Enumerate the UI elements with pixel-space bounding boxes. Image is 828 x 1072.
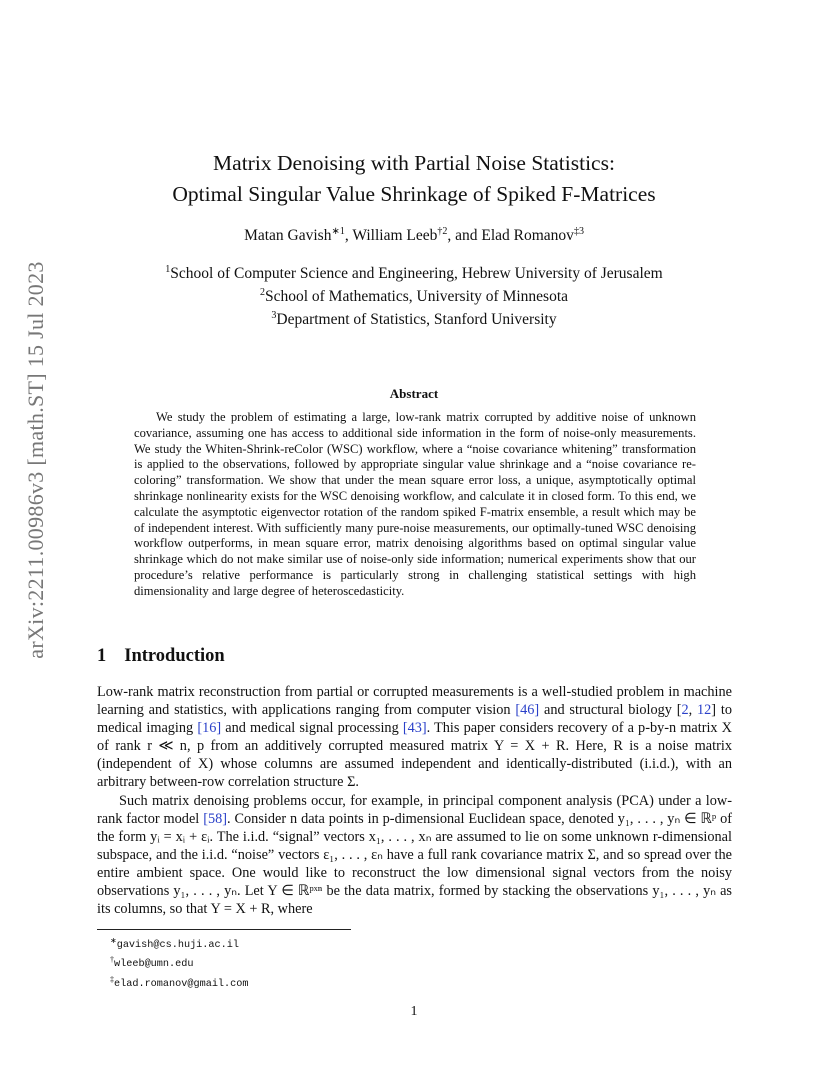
- affiliation: $^3$Department of Statistics, Stanford University: [271, 310, 557, 328]
- footnotes: [110, 934, 249, 992]
- affiliations: [0, 260, 828, 329]
- arxiv-identifier: arXiv:2211.00986v3 [math.ST] 15 Jul 2023: [23, 261, 48, 659]
- citation-link[interactable]: [16]: [197, 720, 222, 737]
- email-link[interactable]: gavish@cs.huji.ac.il: [116, 940, 239, 951]
- citation-link[interactable]: [43]: [402, 720, 427, 737]
- affiliation: $^1$School of Computer Science and Engineering, Hebrew University of Jerusalem: [165, 264, 663, 282]
- paper-title: [0, 148, 828, 210]
- author-mark: ‡3: [573, 226, 584, 237]
- footnote: ‡elad.romanov@gmail.com: [110, 974, 249, 990]
- abstract-text: We study the problem of estimating a large, low-rank matrix corrupted by additive noise of unknown covariance, assuming one has access to additional side information in the form of noise-only measurements. We study the Whiten-Shrink-reColor (WSC) workflow, where a “noise covariance whitening” transformation is applied to the observations, followed by appropriate singular value shrinkage and a “noise covariance re-coloring” transformation. We show that under the mean square error loss, a unique, asymptotically optimal shrinkage nonlinearity exists for the WSC denoising workflow, and calculate it in closed form. To this end, we calculate the asymptotic eigenvector rotation of the random spiked F-matrix ensemble, a result which may be of independent interest. With sufficiently many pure-noise measurements, our optimally-tuned WSC denoising workflow outperforms, in mean square error, matrix denoising algorithms based on optimal singular value shrinkage which do not make similar use of noise-only side information; numerical experiments show that our procedure’s relative performance is particularly strong in challenging statistical settings with high dimensionality and large degree of heteroscedasticity.: [134, 410, 696, 598]
- citation-link[interactable]: 2: [681, 702, 689, 719]
- email-link[interactable]: wleeb@umn.edu: [114, 959, 194, 971]
- footnote: ∗gavish@cs.huji.ac.il: [110, 936, 239, 951]
- section-title: Introduction: [124, 646, 225, 666]
- title-line-1: Matrix Denoising with Partial Noise Statistics:: [213, 151, 615, 175]
- footnote-divider: [97, 929, 351, 930]
- paragraph: Such matrix denoising problems occur, for example, in principal component analysis (PCA) under a low-rank factor model [58]. Consider n data points in p-dimensional Euclidean space, denoted y₁, . . . , yₙ ∈ ℝᵖ of the form yᵢ = xᵢ + εᵢ. The i.i.d. “signal” vectors x₁, . . . , xₙ are assumed to lie on some unknown r-dimensional subspace, and the i.i.d. “noise” vectors ε₁, . . . , εₙ have a full rank covariance matrix Σ, and so spread over the entire ambient space. One would like to reconstruct the low dimensional signal vectors from the noisy observations y₁, . . . , yₙ. Let Y ∈ ℝᵖˣⁿ be the data matrix, formed by stacking the observations y₁, . . . , yₙ as its columns, so that Y = X + R, where: [97, 792, 732, 918]
- abstract-heading: Abstract: [389, 386, 439, 401]
- citation-link[interactable]: [58]: [203, 810, 228, 827]
- author-name: William Leeb: [352, 227, 438, 244]
- author-list: [0, 226, 828, 245]
- citation-link[interactable]: 12: [697, 702, 712, 719]
- introduction-body: [97, 683, 732, 918]
- author-mark: †2: [437, 226, 448, 237]
- author-separator: ,: [344, 227, 353, 244]
- title-line-2: Optimal Singular Value Shrinkage of Spiked F-Matrices: [172, 182, 656, 206]
- author-mark: ∗1: [331, 226, 345, 237]
- footnote: †wleeb@umn.edu: [110, 955, 194, 971]
- page-number: 1: [410, 1004, 418, 1019]
- section-heading: [97, 646, 225, 667]
- paragraph: Low-rank matrix reconstruction from partial or corrupted measurements is a well-studied problem in machine learning and statistics, with applications ranging from computer vision [46] and structural biology [2, 12] to medical imaging [16] and medical signal processing [43]. This paper considers recovery of a p-by-n matrix X of rank r ≪ n, p from an additively corrupted measured matrix Y = X + R. Here, R is a noise matrix (independent of X) whose columns are assumed independent and identically-distributed (i.i.d.), with an arbitrary between-row correlation structure Σ.: [97, 684, 733, 791]
- email-link[interactable]: elad.romanov@gmail.com: [114, 978, 249, 990]
- author-name: Matan Gavish: [244, 227, 332, 244]
- affiliation: $^2$School of Mathematics, University of Minnesota: [259, 287, 569, 305]
- section-number: 1: [97, 646, 107, 666]
- citation-link[interactable]: [46]: [515, 702, 540, 719]
- author-name: Elad Romanov: [481, 227, 574, 244]
- author-separator: , and: [447, 227, 482, 244]
